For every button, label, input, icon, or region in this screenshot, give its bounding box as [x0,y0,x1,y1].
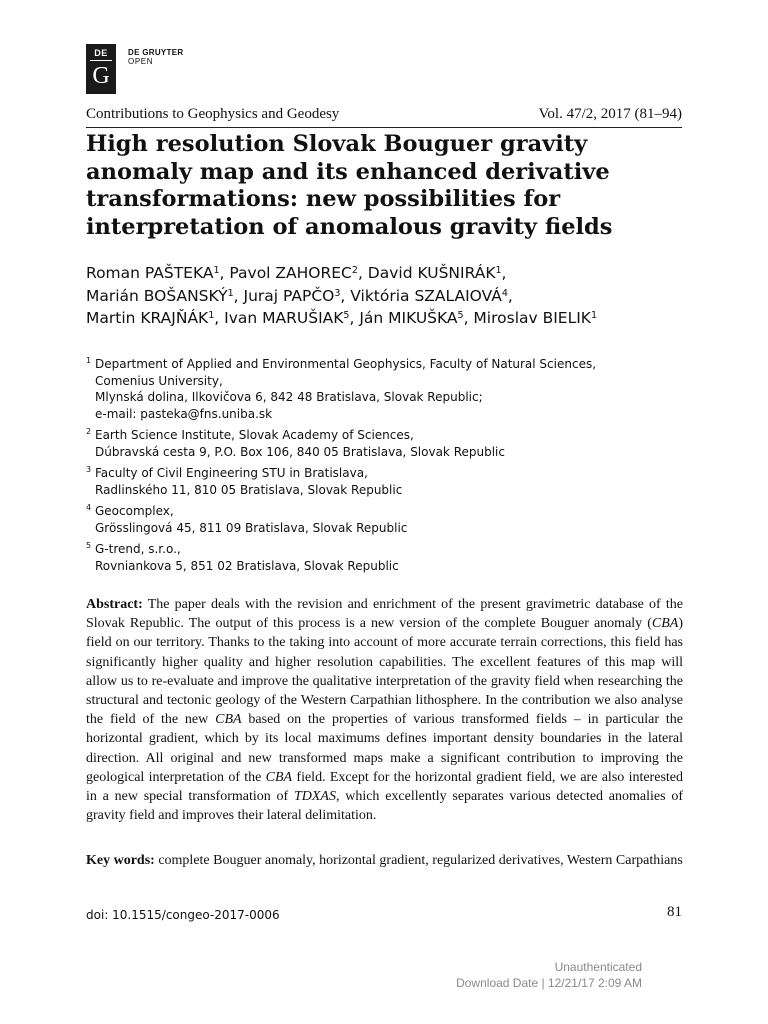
abstract [86,595,683,825]
download-watermark [456,959,642,991]
keywords-label: Key words: [86,853,155,868]
affiliation-line: G-trend, s.r.o., [95,542,181,556]
watermark-line-1: Unauthenticated [554,960,642,974]
abstract-italic-term: CBA [651,616,679,632]
affiliation-number: 5 [86,541,92,550]
affiliation-line: Earth Science Institute, Slovak Academy of Sciences, [95,428,414,442]
author-name: Viktória SZALAIOVÁ [350,286,502,305]
affiliation-line: e-mail: pasteka@fns.uniba.sk [95,406,273,421]
running-header [86,106,682,123]
affiliation-line: Department of Applied and Environmental Geophysics, Faculty of Natural Sciences, [95,357,597,371]
affiliation-line: Grösslingová 45, 811 09 Bratislava, Slovak Republic [95,520,408,535]
affiliation-number: 2 [86,427,92,436]
publisher-brand: DE GRUYTER [128,48,184,57]
publisher-logo-mark [86,44,116,94]
paper-title: High resolution Slovak Bouguer gravity anomaly map and its enhanced derivative transformations: new possibilities for interpretation of anomalous gravity fields [86,131,613,240]
author-affiliation-mark: 1 [213,265,220,276]
abstract-italic-term: CBA [215,712,242,728]
abstract-text: field. Except for the horizontal gradient field, we are also interested in a new special transformation of [86,769,683,805]
abstract-text: based on the properties of various transformed fields – in particular the horizontal gradient, which by its local maximums defines important density boundaries in the lateral direction. All original and new transformed maps make a significant contribution to improving the geological interpretation of the [86,712,683,785]
page-number: 81 [667,904,682,920]
abstract-label: Abstract: [86,597,143,612]
abstract-text: ) field on our territory. Thanks to the taking into account of more accurate terrain corrections, this field has significantly higher quality and higher resolution capabilities. The excellent features of this map will allow us to re-evaluate and improve the qualitative interpretation of the gravity field when researching the structural and tectonic geology of the Western Carpathian lithosphere. In the contribution we also analyse the field of the new [86,616,683,728]
author-name: Ivan MARUŠIAK [224,309,344,327]
author-list [86,262,686,330]
author-affiliation-mark: 1 [590,310,598,321]
author-affiliation-mark: 5 [457,310,464,321]
affiliation-line: Geocomplex, [95,504,174,518]
author-affiliation-mark: 1 [495,265,502,276]
abstract-text: , which excellently separates various detected anomalies of gravity field and improves their lateral delimitation. [86,789,683,824]
author-name: Ján MIKUŠKA [359,309,458,327]
affiliation [86,465,686,498]
publisher-name [128,44,183,66]
logo-g-letter: G [92,63,110,89]
author-name: Martin KRAJŇÁK [86,309,209,327]
doi: doi: 10.1515/congeo-2017-0006 [86,908,280,922]
author-name: David KUŠNIRÁK [367,264,496,282]
affiliation-number: 3 [86,465,92,474]
author-affiliation-mark: 1 [227,287,234,299]
author-line: Martin KRAJŇÁK$^1$, Ivan MARUŠIAK$^5$, Ján MIKUŠKA$^5$, Miroslav BIELIK$^1$ [86,309,598,327]
affiliation [86,427,686,460]
header-rule [86,127,682,128]
affiliations [86,356,686,579]
author-affiliation-mark: 1 [208,310,215,321]
author-name: Pavol ZAHOREC [229,264,352,282]
author-name: Marián BOŠANSKÝ [86,286,228,305]
publisher-sub: OPEN [128,57,154,66]
author-line: Roman PAŠTEKA$^1$, Pavol ZAHOREC$^2$, David KUŠNIRÁK$^1$, [86,264,507,282]
logo-de-text: DE [94,48,108,58]
author-affiliation-mark: 5 [343,310,350,321]
keywords-text: complete Bouguer anomaly, horizontal gradient, regularized derivatives, Western Carpathians [154,853,683,868]
keywords [86,851,683,870]
author-name: Juraj PAPČO [243,286,335,305]
author-line: Marián BOŠANSKÝ$^1$, Juraj PAPČO$^3$, Viktória SZALAIOVÁ$^4$, [86,286,513,305]
affiliation-line: Radlinského 11, 810 05 Bratislava, Slovak Republic [95,482,403,497]
affiliation-number: 4 [86,503,92,512]
affiliation [86,356,686,422]
author-affiliation-mark: 3 [334,287,341,299]
author-name: Miroslav BIELIK [473,309,591,327]
affiliation-number: 1 [86,356,92,365]
affiliation [86,541,686,574]
abstract-italic-term: TDXAS [293,789,336,805]
affiliation-line: Faculty of Civil Engineering STU in Bratislava, [95,466,368,480]
abstract-text: The paper deals with the revision and enrichment of the present gravimetric database of the Slovak Republic. The output of this process is a new version of the complete Bouguer anomaly ( [86,597,683,632]
author-affiliation-mark: 2 [351,265,358,276]
journal-name: Contributions to Geophysics and Geodesy [86,106,340,122]
volume-info: Vol. 47/2, 2017 (81–94) [538,106,682,122]
affiliation-line: Comenius University, [95,373,223,388]
publisher-logo [86,44,183,94]
abstract-italic-term: CBA [265,769,293,785]
affiliation-line: Dúbravská cesta 9, P.O. Box 106, 840 05 Bratislava, Slovak Republic [95,444,505,459]
watermark-line-2: Download Date | 12/21/17 2:09 AM [456,976,642,990]
affiliation-line: Mlynská dolina, Ilkovičova 6, 842 48 Bratislava, Slovak Republic; [95,390,483,404]
author-name: Roman PAŠTEKA [86,264,214,282]
affiliation [86,503,686,536]
affiliation-line: Rovniankova 5, 851 02 Bratislava, Slovak Republic [95,558,399,573]
author-affiliation-mark: 4 [501,287,508,299]
